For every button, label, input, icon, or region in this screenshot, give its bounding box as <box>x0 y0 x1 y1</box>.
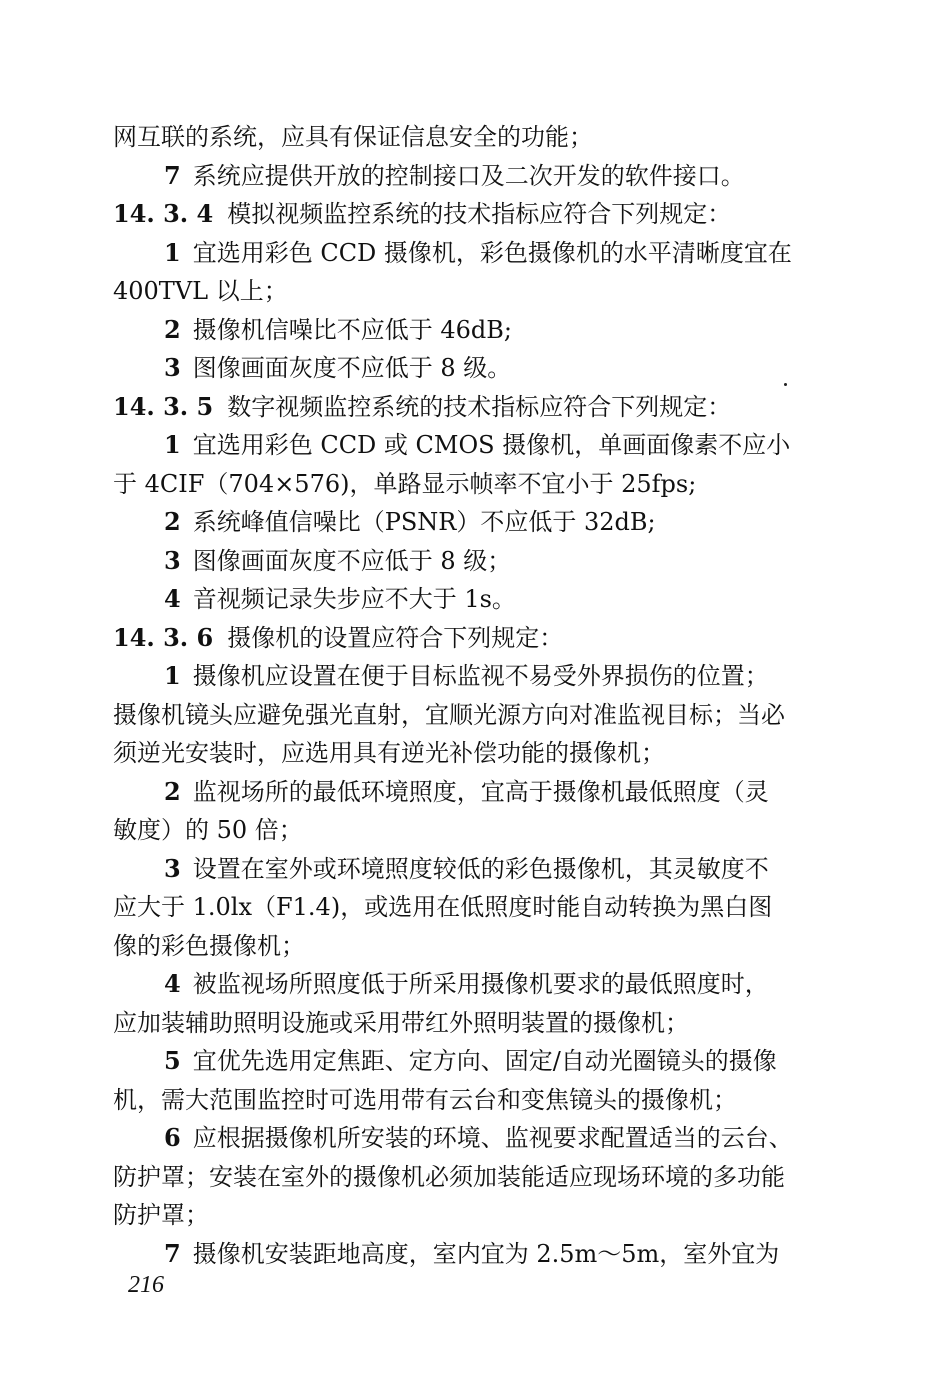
line-text: 防护罩；安装在室外的摄像机必须加装能适应现场环境的多功能 <box>113 1162 785 1191</box>
list-item-line <box>113 426 825 465</box>
line-text: 像的彩色摄像机； <box>113 931 305 960</box>
item-number: 7 <box>164 160 181 190</box>
line-text: 宜优先选用定焦距、定方向、固定/自动光圈镜头的摄像 <box>192 1047 777 1075</box>
scan-speck <box>784 383 787 386</box>
text-line <box>113 811 825 850</box>
item-number: 2 <box>164 314 181 344</box>
list-item-line <box>113 850 825 889</box>
line-text: 网互联的系统，应具有保证信息安全的功能； <box>113 123 593 151</box>
line-text: 须逆光安装时，应选用具有逆光补偿功能的摄像机； <box>113 739 665 767</box>
text-line <box>113 118 825 157</box>
line-text: 应加装辅助照明设施或采用带红外照明装置的摄像机； <box>113 1008 689 1037</box>
line-text: 防护罩； <box>113 1201 209 1229</box>
item-number: 1 <box>164 430 181 459</box>
list-item-line <box>113 349 825 388</box>
item-number: 2 <box>164 507 181 536</box>
clause-number: 14. 3. 5 <box>113 391 214 421</box>
clause-number: 14. 3. 4 <box>113 199 214 228</box>
text-line <box>113 272 825 311</box>
line-text: 于 4CIF（704×576)，单路显示帧率不宜小于 25fps; <box>113 469 697 498</box>
item-number: 6 <box>164 1123 181 1152</box>
item-number: 1 <box>164 661 181 690</box>
line-text: 摄像机镜头应避免强光直射，宜顺光源方向对准监视目标；当必 <box>113 700 785 729</box>
item-number: 7 <box>164 1238 181 1268</box>
list-item-line <box>113 311 825 350</box>
line-text: 宜选用彩色 CCD 摄像机，彩色摄像机的水平清晰度宜在 <box>192 238 792 267</box>
line-text: 图像画面灰度不应低于 8 级。 <box>192 354 512 382</box>
line-text: 音视频记录失步应不大于 1s。 <box>192 585 516 613</box>
text-line <box>113 734 825 773</box>
item-number: 3 <box>164 545 181 575</box>
clause-line <box>113 388 825 427</box>
list-item-line <box>113 542 825 581</box>
line-text: 摄像机信噪比不应低于 46dB; <box>192 315 512 344</box>
list-item-line <box>113 965 825 1004</box>
list-item-line <box>113 580 825 619</box>
text-line <box>113 1004 825 1043</box>
list-item-line <box>113 234 825 273</box>
clause-line <box>113 195 825 234</box>
line-text: 模拟视频监控系统的技术指标应符合下列规定： <box>227 200 732 228</box>
line-text: 系统峰值信噪比（PSNR）不应低于 32dB; <box>192 508 656 536</box>
item-number: 4 <box>164 584 181 613</box>
item-number: 3 <box>164 853 181 883</box>
list-item-line <box>113 773 825 812</box>
item-number: 4 <box>164 969 181 998</box>
line-text: 系统应提供开放的控制接口及二次开发的软件接口。 <box>192 161 745 190</box>
line-text: 敏度）的 50 倍； <box>113 816 303 844</box>
list-item-line <box>113 1119 825 1158</box>
line-text: 摄像机安装距地高度，室内宜为 2.5m～5m，室外宜为 <box>192 1239 780 1268</box>
line-text: 应大于 1.0lx（F1.4)，或选用在低照度时能自动转换为黑白图 <box>113 893 773 921</box>
text-line <box>113 927 825 966</box>
item-number: 5 <box>164 1046 181 1075</box>
line-text: 机，需大范围监控时可选用带有云台和变焦镜头的摄像机； <box>113 1085 737 1114</box>
item-number: 2 <box>164 776 181 806</box>
list-item-line <box>113 157 825 196</box>
list-item-line <box>113 1235 825 1274</box>
text-line <box>113 1196 825 1235</box>
line-text: 数字视频监控系统的技术指标应符合下列规定： <box>227 392 732 421</box>
line-text: 400TVL 以上； <box>113 277 288 305</box>
line-text: 被监视场所照度低于所采用摄像机要求的最低照度时， <box>192 970 769 998</box>
text-line <box>113 888 825 927</box>
text-line <box>113 465 825 504</box>
clause-number: 14. 3. 6 <box>113 622 214 652</box>
text-line <box>113 1158 825 1197</box>
body-text <box>113 118 825 1273</box>
text-line <box>113 696 825 735</box>
line-text: 宜选用彩色 CCD 或 CMOS 摄像机，单画面像素不应小 <box>192 431 791 459</box>
list-item-line <box>113 657 825 696</box>
list-item-line <box>113 1042 825 1081</box>
clause-line <box>113 619 825 658</box>
line-text: 监视场所的最低环境照度，宜高于摄像机最低照度（灵 <box>192 777 769 806</box>
page-number: 216 <box>128 1272 164 1298</box>
text-line <box>113 1081 825 1120</box>
item-number: 1 <box>164 237 181 267</box>
line-text: 应根据摄像机所安装的环境、监视要求配置适当的云台、 <box>192 1124 793 1152</box>
line-text: 图像画面灰度不应低于 8 级； <box>192 546 512 575</box>
item-number: 3 <box>164 353 181 382</box>
list-item-line <box>113 503 825 542</box>
line-text: 摄像机应设置在便于目标监视不易受外界损伤的位置； <box>192 662 769 690</box>
line-text: 设置在室外或环境照度较低的彩色摄像机，其灵敏度不 <box>192 854 769 883</box>
line-text: 摄像机的设置应符合下列规定： <box>227 623 564 652</box>
